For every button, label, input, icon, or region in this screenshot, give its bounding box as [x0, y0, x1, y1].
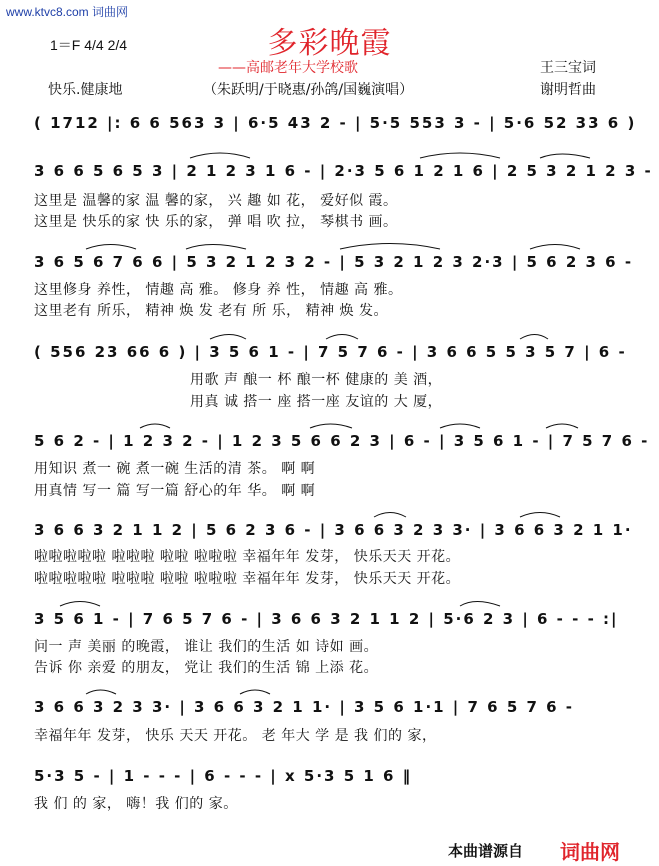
- lyricist-credit: 王三宝词: [540, 60, 596, 76]
- score-system-9-notes: 5·3 5 - | 1 - - - | 6 - - - | x 5·3 5 1 6 ‖: [34, 767, 413, 785]
- score-system-7-lyric-2: 告诉 你 亲爱 的朋友， 党让 我们的生活 锦 上添 花。: [34, 660, 379, 676]
- score-system-5-notes: 5 6 2 - | 1 2 3 2 - | 1 2 3 5 6 6 2 3 | 6 - | 3 5 6 1 - | 7 5 7 6 -: [34, 432, 650, 450]
- score-system-4-notes: ( 556 23 66 6 ) | 3 5 6 1 - | 7 5 7 6 - | 3 6 6 5 5 3 5 7 | 6 -: [34, 343, 627, 361]
- song-subtitle: ——高邮老年大学校歌: [218, 60, 358, 76]
- site-watermark: www.ktvc8.com 词曲网: [6, 5, 129, 19]
- song-title: 多彩晚霞: [267, 26, 392, 61]
- score-system-7-lyric-1: 问一 声 美丽 的晚霞， 谁让 我们的生活 如 诗如 画。: [34, 639, 379, 655]
- score-system-4-lyric-2: 用真 诚 搭一 座 搭一座 友谊的 大 厦，: [190, 394, 443, 410]
- score-system-5-lyric-2: 用真情 写一 篇 写一篇 舒心的年 华。 啊 啊: [34, 483, 316, 499]
- score-system-8-lyric-1: 幸福年年 发芽， 快乐 天天 开花。 老 年大 学 是 我 们的 家，: [34, 728, 437, 744]
- score-system-6-notes: 3 6 6 3 2 1 1 2 | 5 6 2 3 6 - | 3 6 6 3 2 3 3· | 3 6 6 3 2 1 1·: [34, 521, 633, 539]
- score-system-7-notes: 3 5 6 1 - | 7 6 5 7 6 - | 3 6 6 3 2 1 1 2 | 5·6 2 3 | 6 - - - :|: [34, 610, 619, 628]
- score-system-1-notes: ( 1712 |: 6 6 563 3 | 6·5 43 2 - | 5·5 553 3 - | 5·6 52 33 6 ): [34, 114, 637, 132]
- tempo-mood: 快乐.健康地: [48, 82, 123, 98]
- score-system-6-lyric-1: 啦啦啦啦啦 啦啦啦 啦啦 啦啦啦 幸福年年 发芽， 快乐天天 开花。: [34, 549, 461, 565]
- score-system-3-lyric-2: 这里老有 所乐， 精神 焕 发 老有 所 乐， 精神 焕 发。: [34, 303, 389, 319]
- singers-credit: （朱跃明/于晓惠/孙鸽/国巍演唱）: [203, 82, 414, 98]
- score-system-4-lyric-1: 用歌 声 酿一 杯 酿一杯 健康的 美 酒，: [190, 372, 443, 388]
- score-system-3-notes: 3 6 5 6 7 6 6 | 5 3 2 1 2 3 2 - | 5 3 2 1 2 3 2·3 | 5 6 2 3 6 -: [34, 253, 634, 271]
- score-system-9-lyric-1: 我 们 的 家， 嗨！我 们的 家。: [34, 796, 238, 812]
- score-system-5-lyric-1: 用知识 煮一 碗 煮一碗 生活的清 茶。 啊 啊: [34, 461, 316, 477]
- composer-credit: 谢明哲曲: [540, 82, 596, 98]
- key-signature: 1＝F 4/4 2/4: [50, 37, 128, 53]
- score-system-3-lyric-1: 这里修身 养性， 情趣 高 雅。 修身 养 性， 情趣 高 雅。: [34, 282, 403, 298]
- score-system-2-lyric-2: 这里是 快乐的家 快 乐的家， 弹 唱 吹 拉， 琴棋书 画。: [34, 214, 398, 230]
- footer-source-text: 本曲谱源自: [448, 842, 524, 860]
- score-system-6-lyric-2: 啦啦啦啦啦 啦啦啦 啦啦 啦啦啦 幸福年年 发芽， 快乐天天 开花。: [34, 571, 461, 587]
- footer-logo: 词曲网: [560, 840, 620, 864]
- score-system-8-notes: 3 6 6 3 2 3 3· | 3 6 6 3 2 1 1· | 3 5 6 1·1 | 7 6 5 7 6 -: [34, 698, 575, 716]
- score-system-2-lyric-1: 这里是 温馨的家 温 馨的家， 兴 趣 如 花， 爱好似 霞。: [34, 193, 398, 209]
- score-system-2-notes: 3 6 6 5 6 5 3 | 2 1 2 3 1 6 - | 2·3 5 6 1 2 1 6 | 2 5 3 2 1 2 3 -: [34, 162, 653, 180]
